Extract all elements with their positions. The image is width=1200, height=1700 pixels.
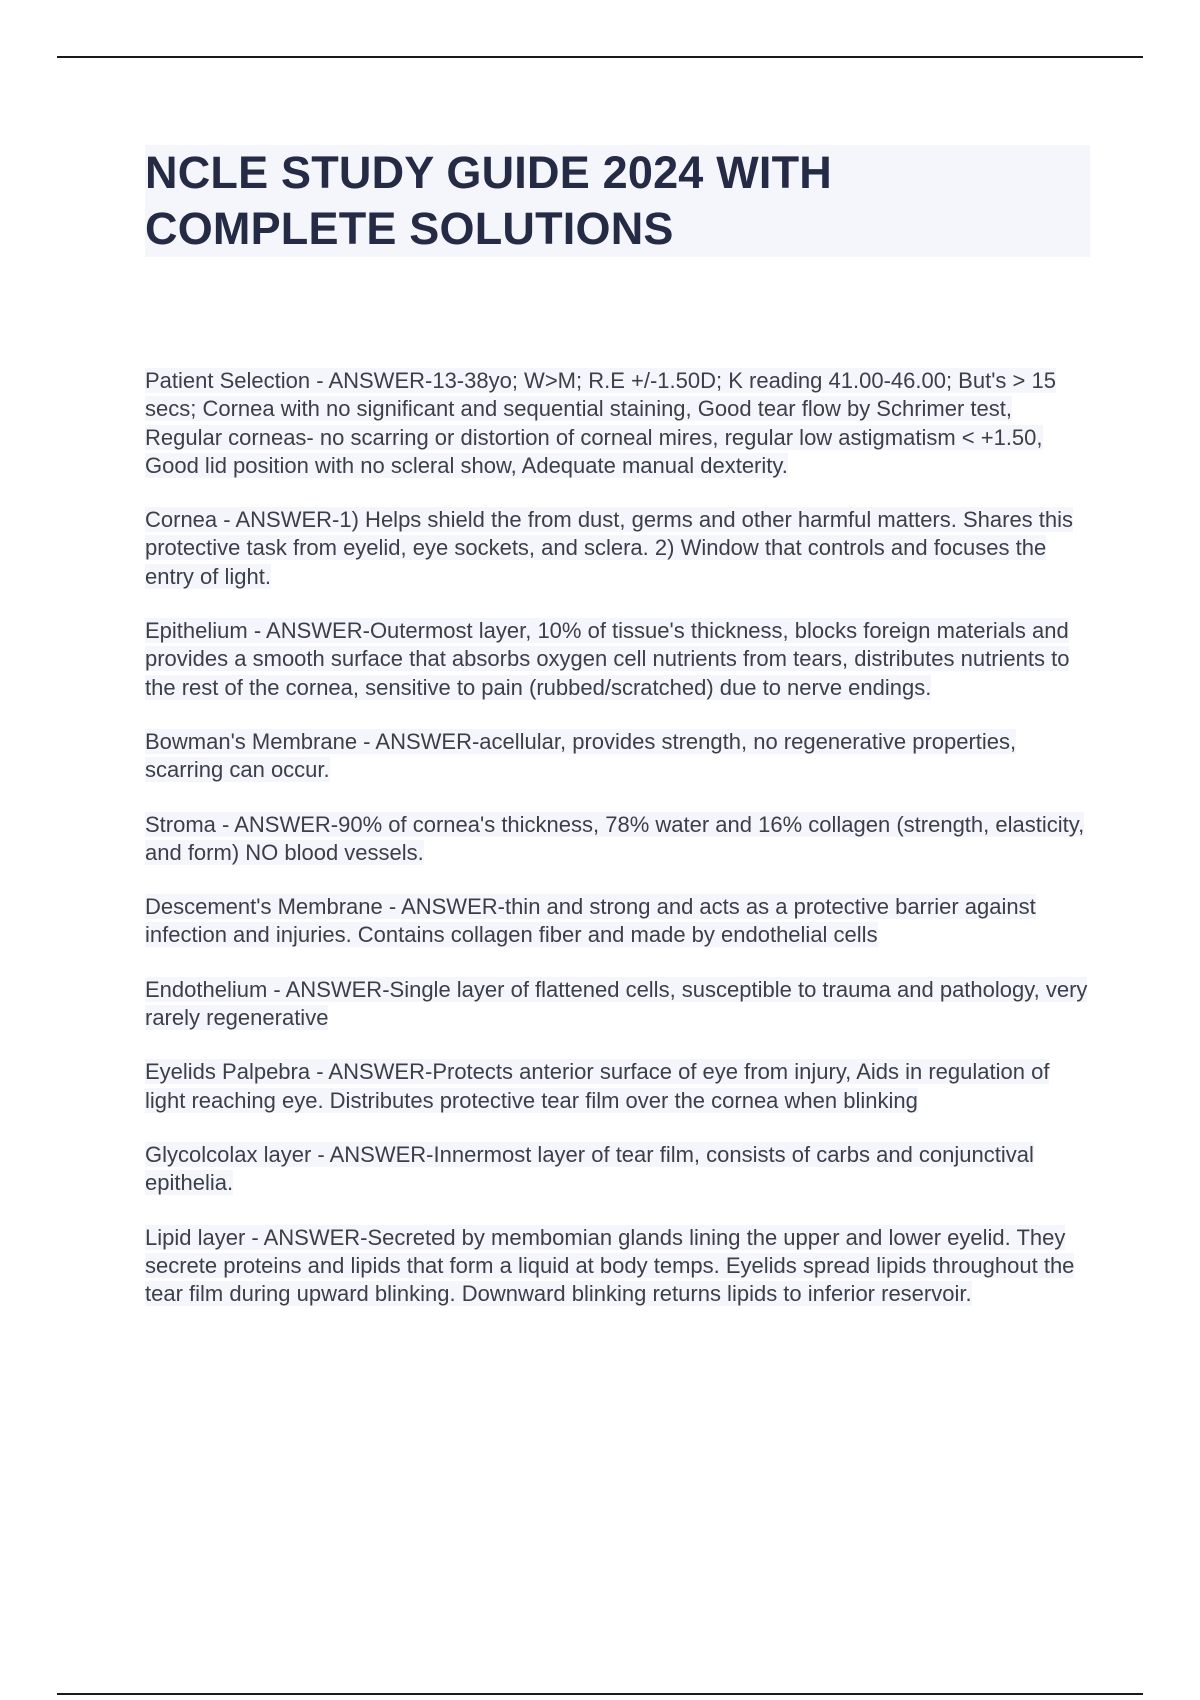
entry-text: Cornea - ANSWER-1) Helps shield the from dust, germs and other harmful matters. Shares this protective task from eyelid, eye sockets, and sclera. 2) Window that controls and focuses the entry of light. [145, 507, 1074, 589]
entry-lipid-layer [145, 1224, 1095, 1309]
document-title: NCLE STUDY GUIDE 2024 WITH COMPLETE SOLUTIONS [145, 147, 832, 254]
entry-text: Descement's Membrane - ANSWER-thin and strong and acts as a protective barrier against infection and injuries. Contains collagen fiber and made by endothelial cells [145, 894, 1036, 948]
top-rule [57, 56, 1143, 58]
title-block [145, 145, 1090, 257]
entry-text: Endothelium - ANSWER-Single layer of flattened cells, susceptible to trauma and pathology, very rarely regenerative [145, 976, 1088, 1031]
entry-glycolcolax-layer [145, 1141, 1095, 1198]
entry-text: Glycolcolax layer - ANSWER-Innermost layer of tear film, consists of carbs and conjunctival epithelia. [145, 1141, 1034, 1196]
entry-patient-selection [145, 367, 1095, 480]
entry-endothelium [145, 976, 1095, 1033]
entry-cornea [145, 506, 1095, 591]
entry-descements-membrane [145, 893, 1095, 950]
entry-text: Epithelium - ANSWER-Outermost layer, 10% of tissue's thickness, blocks foreign materials and provides a smooth surface that absorbs oxygen cell nutrients from tears, distributes nutrients to the rest of the cornea, sensitive to pain (rubbed/scratched) due to nerve endings. [145, 618, 1070, 700]
entry-stroma [145, 811, 1095, 868]
entry-text: Lipid layer - ANSWER-Secreted by membomian glands lining the upper and lower eyelid. They secrete proteins and lipids that form a liquid at body temps. Eyelids spread lipids throughout the tear film during upward blinking. Downward blinking returns lipids to inferior reservoir. [145, 1224, 1075, 1307]
bottom-rule [57, 1693, 1143, 1695]
entry-bowmans-membrane [145, 728, 1095, 785]
entry-text: Patient Selection - ANSWER-13-38yo; W>M; R.E +/-1.50D; K reading 41.00-46.00; But's > 15 secs; Cornea with no significant and sequential staining, Good tear flow by Schrimer test, Regular corneas- no scarring or distortion of corneal mires, regular low astigmatism < +1.50, Good lid position with no scleral show, Adequate manual dexterity. [145, 368, 1056, 478]
entry-epithelium [145, 617, 1095, 702]
entry-eyelids-palpebra [145, 1058, 1095, 1115]
entry-text: Stroma - ANSWER-90% of cornea's thickness, 78% water and 16% collagen (strength, elasticity, and form) NO blood vessels. [145, 811, 1085, 865]
entry-text: Eyelids Palpebra - ANSWER-Protects anterior surface of eye from injury, Aids in regulation of light reaching eye. Distributes protective tear film over the cornea when blinking [145, 1059, 1050, 1113]
entry-text: Bowman's Membrane - ANSWER-acellular, provides strength, no regenerative properties, scarring can occur. [145, 728, 1017, 783]
entries-list [145, 367, 1095, 1334]
